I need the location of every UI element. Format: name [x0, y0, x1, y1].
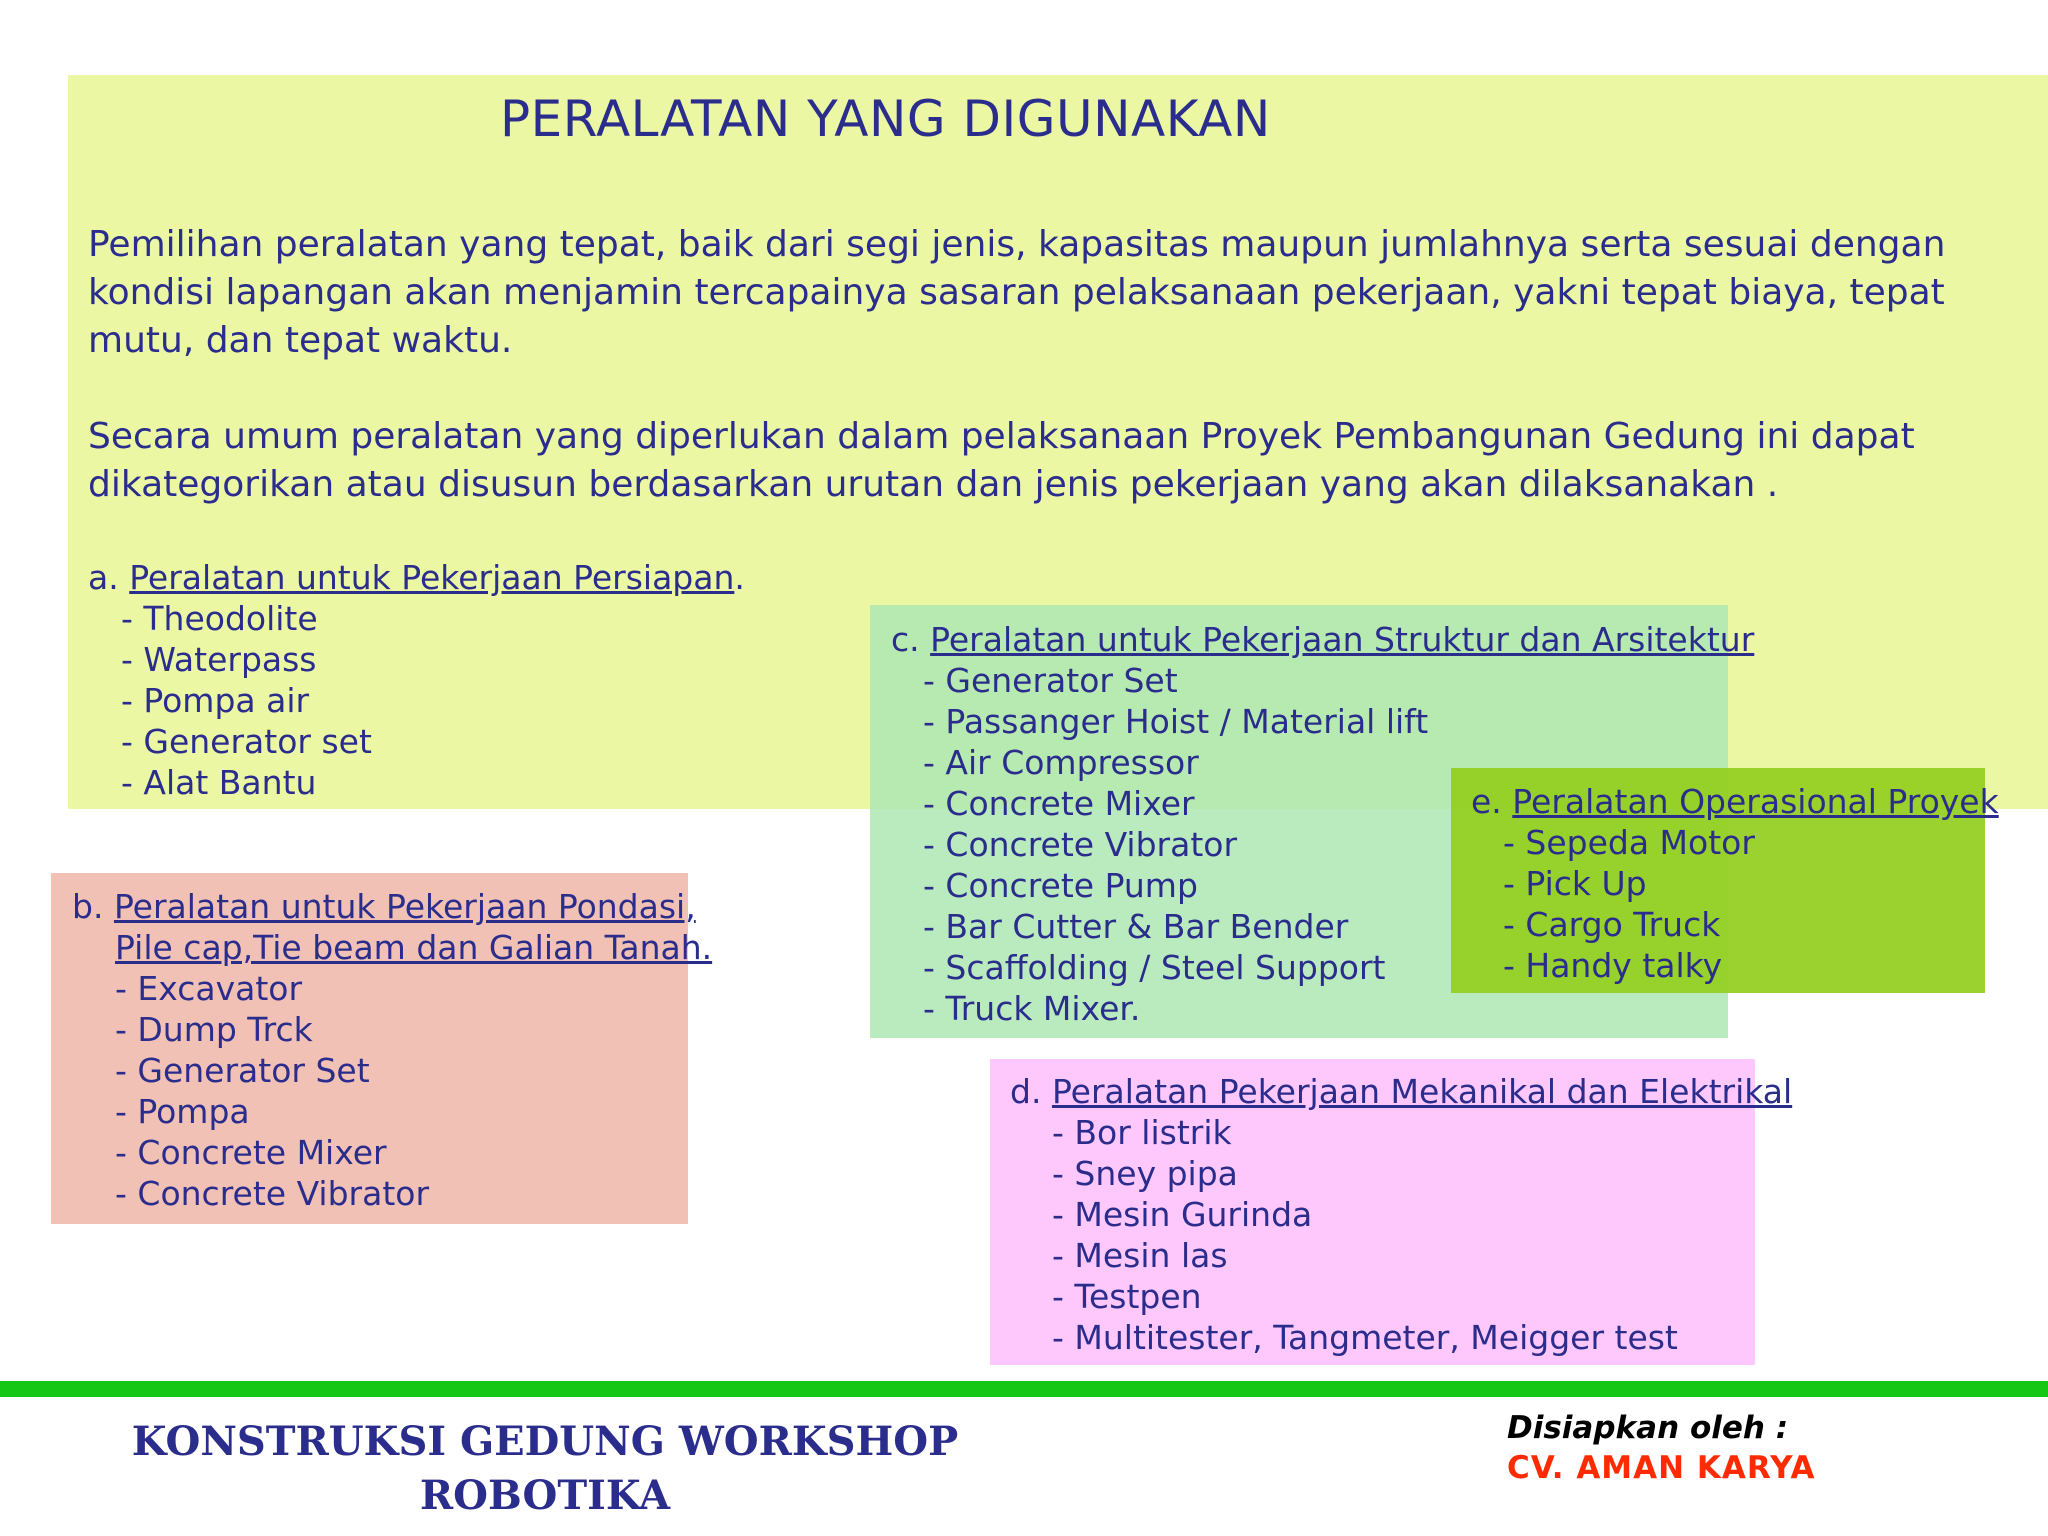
footer-divider	[0, 1381, 2048, 1397]
list-item: - Concrete Vibrator	[115, 1174, 430, 1213]
list-item: - Excavator	[115, 969, 303, 1008]
category-e-letter: e.	[1471, 782, 1513, 821]
list-item: - Concrete Pump	[923, 866, 1198, 905]
category-a-title: Peralatan untuk Pekerjaan Persiapan	[129, 558, 735, 597]
list-item: - Generator Set	[923, 661, 1178, 700]
intro-paragraph-2: Secara umum peralatan yang diperlukan dalam pelaksanaan Proyek Pembangunan Gedung ini dapat dikategorikan atau disusun berdasarkan urutan dan jenis pekerjaan yang akan dilaksanakan .	[88, 416, 1915, 505]
project-title-line1: KONSTRUKSI GEDUNG WORKSHOP	[131, 1418, 959, 1465]
list-item: - Mesin Gurinda	[1052, 1195, 1313, 1234]
list-item: - Passanger Hoist / Material lift	[923, 702, 1429, 741]
list-item: - Sney pipa	[1052, 1154, 1238, 1193]
category-a-suffix: .	[734, 558, 745, 597]
project-title	[130, 1415, 960, 1523]
category-b	[72, 886, 712, 1214]
list-item: - Multitester, Tangmeter, Meigger test	[1052, 1318, 1678, 1357]
category-a-list	[121, 598, 745, 803]
list-item: - Dump Trck	[115, 1010, 313, 1049]
category-c-letter: c.	[891, 620, 931, 659]
category-d-title: Peralatan Pekerjaan Mekanikal dan Elektrikal	[1051, 1072, 1793, 1111]
list-item: - Alat Bantu	[121, 763, 317, 802]
category-b-title: Peralatan untuk Pekerjaan Pondasi,	[113, 887, 696, 926]
list-item: - Concrete Mixer	[115, 1133, 387, 1172]
list-item: - Handy talky	[1503, 946, 1723, 985]
list-item: - Generator Set	[115, 1051, 370, 1090]
category-b-heading	[72, 886, 712, 927]
list-item: - Bar Cutter & Bar Bender	[923, 907, 1349, 946]
list-item: - Truck Mixer.	[923, 989, 1141, 1028]
category-d-letter: d.	[1010, 1072, 1052, 1111]
category-d-heading	[1010, 1071, 1792, 1112]
prepared-by-label: Disiapkan oleh :	[1507, 1410, 1789, 1446]
list-item: - Concrete Vibrator	[923, 825, 1238, 864]
list-item: - Cargo Truck	[1503, 905, 1721, 944]
category-e	[1471, 781, 1999, 986]
category-a-heading	[88, 557, 745, 598]
category-e-title: Peralatan Operasional Proyek	[1512, 782, 1999, 821]
category-e-heading	[1471, 781, 1999, 822]
list-item: - Pompa	[115, 1092, 250, 1131]
category-d	[1010, 1071, 1792, 1358]
category-c-heading	[891, 619, 1754, 660]
company-name: CV. AMAN KARYA	[1507, 1450, 1816, 1486]
category-a	[88, 557, 745, 803]
category-c-title: Peralatan untuk Pekerjaan Struktur dan Arsitektur	[930, 620, 1755, 659]
list-item: - Generator set	[121, 722, 372, 761]
list-item: - Theodolite	[121, 599, 318, 638]
list-item: - Concrete Mixer	[923, 784, 1195, 823]
list-item: - Mesin las	[1052, 1236, 1228, 1275]
project-title-line2: ROBOTIKA	[419, 1472, 671, 1519]
list-item: - Scaffolding / Steel Support	[923, 948, 1386, 987]
list-item: - Testpen	[1052, 1277, 1202, 1316]
list-item: - Waterpass	[121, 640, 317, 679]
category-a-letter: a.	[88, 558, 130, 597]
category-b-letter: b.	[72, 887, 114, 926]
category-e-list	[1503, 822, 1999, 986]
list-item: - Bor listrik	[1052, 1113, 1232, 1152]
list-item: - Pick Up	[1503, 864, 1647, 903]
slide-title: PERALATAN YANG DIGUNAKAN	[500, 90, 1271, 148]
intro-paragraph-1: Pemilihan peralatan yang tepat, baik dari segi jenis, kapasitas maupun jumlahnya serta sesuai dengan kondisi lapangan akan menjamin tercapainya sasaran pelaksanaan pekerjaan, yakni tepat biaya, tepat mutu, dan tepat waktu.	[88, 224, 1946, 361]
list-item: - Pompa air	[121, 681, 310, 720]
category-b-title-line2: Pile cap,Tie beam dan Galian Tanah.	[115, 928, 713, 967]
list-item: - Sepeda Motor	[1503, 823, 1755, 862]
category-d-list	[1052, 1112, 1792, 1358]
list-item: - Air Compressor	[923, 743, 1199, 782]
category-b-list	[115, 968, 712, 1214]
